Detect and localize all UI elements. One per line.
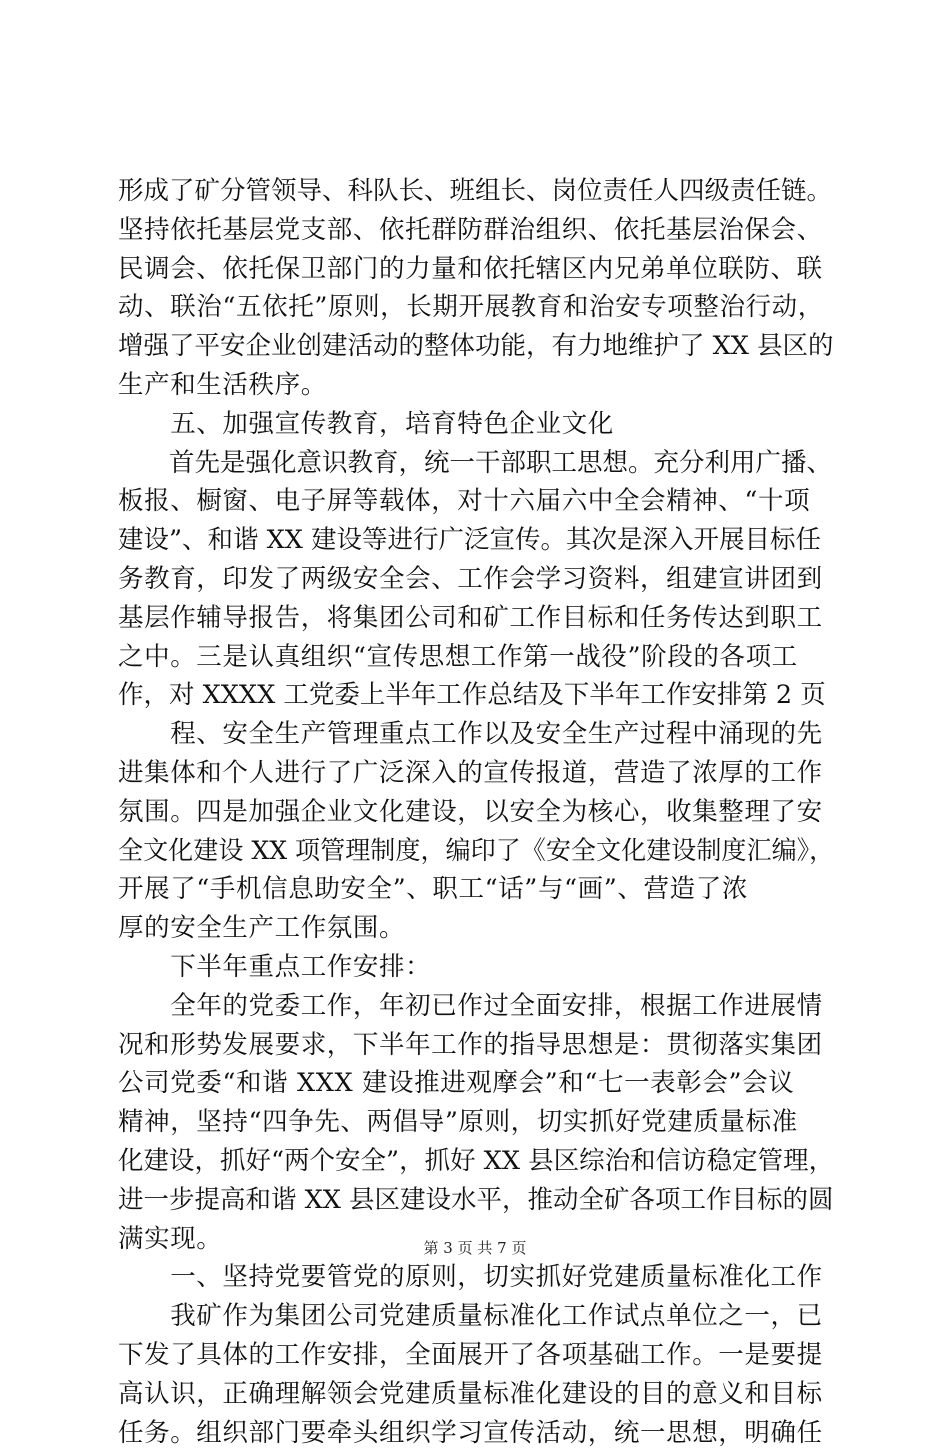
text-line: 程、安全生产管理重点工作以及安全生产过程中涌现的先 <box>118 715 834 754</box>
text-line: 化建设，抓好“两个安全”，抓好 XX 县区综治和信访稳定管理， <box>118 1142 834 1181</box>
text-line: 全文化建设 XX 项管理制度，编印了《安全文化建设制度汇编》， <box>118 832 822 871</box>
text-line: 况和形势发展要求，下半年工作的指导思想是：贯彻落实集团 <box>118 1026 834 1065</box>
page-number: 第 3 页 共 7 页 <box>424 1239 527 1257</box>
text-line: 下发了具体的工作安排，全面展开了各项基础工作。一是要提 <box>118 1336 834 1375</box>
text-line: 进集体和个人进行了广泛深入的宣传报道，营造了浓厚的工作 <box>118 754 834 793</box>
section-heading: 五、加强宣传教育，培育特色企业文化 <box>118 405 834 444</box>
text-line: 厚的安全生产工作氛围。 <box>118 909 834 948</box>
text-line: 首先是强化意识教育，统一干部职工思想。充分利用广播、 <box>118 444 834 483</box>
text-line: 形成了矿分管领导、科队长、班组长、岗位责任人四级责任链。 <box>118 172 834 211</box>
text-line: 动、联治“五依托”原则，长期开展教育和治安专项整治行动， <box>118 288 834 327</box>
section-heading: 下半年重点工作安排： <box>118 948 834 987</box>
text-line: 我矿作为集团公司党建质量标准化工作试点单位之一，已 <box>118 1297 834 1336</box>
text-line: 板报、橱窗、电子屏等载体，对十六届六中全会精神、“十项 <box>118 482 834 521</box>
text-line: 全年的党委工作，年初已作过全面安排，根据工作进展情 <box>118 987 834 1026</box>
text-line: 精神，坚持“四争先、两倡导”原则，切实抓好党建质量标准 <box>118 1103 834 1142</box>
section-heading: 一、坚持党要管党的原则，切实抓好党建质量标准化工作 <box>118 1258 834 1297</box>
text-line: 开展了“手机信息助安全”、职工“话”与“画”、营造了浓 <box>118 870 834 909</box>
text-line: 公司党委“和谐 XXX 建设推进观摩会”和“七一表彰会”会议 <box>118 1064 834 1103</box>
text-line: 任务。组织部门要牵头组织学习宣传活动，统一思想，明确任 <box>118 1414 834 1452</box>
text-line: 坚持依托基层党支部、依托群防群治组织、依托基层治保会、 <box>118 211 834 250</box>
text-line: 作，对 XXXX 工党委上半年工作总结及下半年工作安排第 2 页 <box>118 676 834 715</box>
text-line: 生产和生活秩序。 <box>118 366 834 405</box>
text-line: 务教育，印发了两级安全会、工作会学习资料，组建宣讲团到 <box>118 560 834 599</box>
text-line: 进一步提高和谐 XX 县区建设水平，推动全矿各项工作目标的圆 <box>118 1181 834 1220</box>
text-line: 氛围。四是加强企业文化建设，以安全为核心，收集整理了安 <box>118 793 834 832</box>
page-footer <box>0 1238 950 1258</box>
text-line: 增强了平安企业创建活动的整体功能，有力地维护了 XX 县区的 <box>118 327 834 366</box>
text-line: 之中。三是认真组织“宣传思想工作第一战役”阶段的各项工 <box>118 638 834 677</box>
text-line: 民调会、依托保卫部门的力量和依托辖区内兄弟单位联防、联 <box>118 250 834 289</box>
text-line: 建设”、和谐 XX 建设等进行广泛宣传。其次是深入开展目标任 <box>118 521 834 560</box>
text-line: 基层作辅导报告，将集团公司和矿工作目标和任务传达到职工 <box>118 599 834 638</box>
body-text <box>118 172 834 1452</box>
text-line: 高认识，正确理解领会党建质量标准化建设的目的意义和目标 <box>118 1375 834 1414</box>
text-line: 满实现。 <box>118 1220 834 1259</box>
